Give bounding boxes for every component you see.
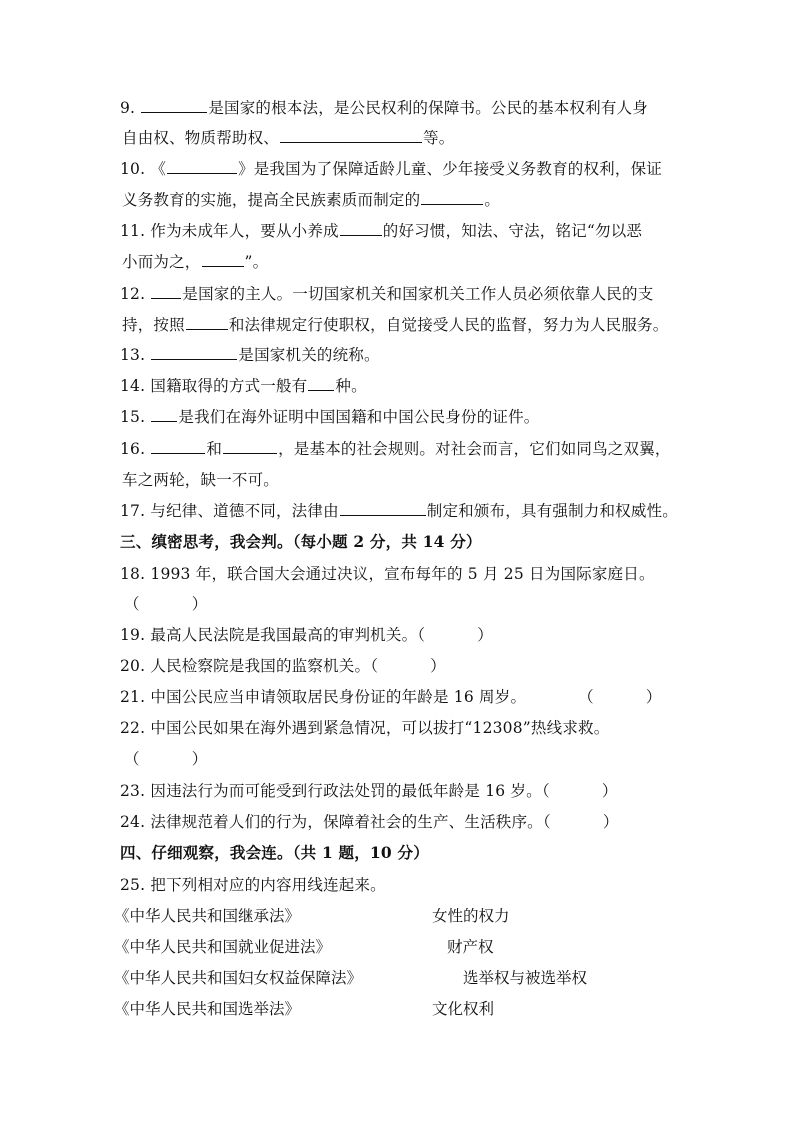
question-22-answer-paren[interactable]: （ ） [124,750,208,768]
question-11-line-1: 11. 作为未成年人，要从小养成 的好习惯，知法、守法，铭记“勿以恶 [120,222,643,240]
question-23: 23. 因违法行为而可能受到行政法处罚的最低年龄是 16 岁。（ ） [120,782,618,800]
question-11-line-2: 小而为之， ”。 [122,253,269,271]
answer-blank[interactable] [340,500,426,516]
question-21: 21. 中国公民应当申请领取居民身份证的年龄是 16 周岁。 （ ） [120,688,662,706]
match-right-item-1[interactable]: 女性的权力 [432,907,510,925]
question-16-line-1: 16. 和 ，是基本的社会规则。对社会而言，它们如同鸟之双翼， [120,440,671,458]
match-right-item-4[interactable]: 文化权利 [432,1000,495,1018]
match-left-item-2[interactable]: 《中华人民共和国就业促进法》 [114,938,332,956]
question-23-answer-paren[interactable]: （ ） [541,782,618,800]
answer-blank[interactable] [186,314,228,330]
match-right-item-2[interactable]: 财产权 [447,938,494,956]
question-16-line-2: 车之两轮，缺一不可。 [122,471,280,489]
question-15: 15. 是我们在海外证明中国国籍和中国公民身份的证件。 [120,408,540,426]
answer-blank[interactable] [340,220,382,236]
question-12-line-1: 12. 是国家的主人。一切国家机关和国家机关工作人员必须依靠人民的支 [120,285,654,303]
question-14: 14. 国籍取得的方式一般有 种。 [120,377,367,395]
section-4-heading: 四、仔细观察，我会连。（共 1 题，10 分） [120,843,429,862]
question-19: 19. 最高人民法院是我国最高的审判机关。（ ） [120,626,493,644]
answer-blank[interactable] [151,406,177,422]
question-9-line-1: 9. 是国家的根本法，是公民权利的保障书。公民的基本权利有人身 [120,99,648,117]
question-25: 25. 把下列相对应的内容用线连起来。 [120,876,386,894]
question-20-answer-paren[interactable]: （ ） [370,657,446,675]
question-17: 17. 与纪律、道德不同，法律由 制定和颁布，具有强制力和权威性。 [120,502,678,520]
question-20: 20. 人民检察院是我国的监察机关。（ ） [120,657,446,675]
match-left-item-3[interactable]: 《中华人民共和国妇女权益保障法》 [114,969,363,987]
question-21-answer-paren[interactable]: （ ） [578,688,662,706]
question-10-line-2: 义务教育的实施，提高全民族素质而制定的 。 [122,191,501,209]
question-13: 13. 是国家机关的统称。 [120,346,380,364]
answer-blank[interactable] [141,97,207,113]
answer-blank[interactable] [167,158,237,174]
question-9-line-2: 自由权、物质帮助权、 等。 [122,129,455,147]
question-24: 24. 法律规范着人们的行为，保障着社会的生产、生活秩序。（ ） [120,813,619,831]
question-24-answer-paren[interactable]: （ ） [542,813,619,831]
question-22: 22. 中国公民如果在海外遇到紧急情况，可以拔打“12308”热线求救。 [120,719,610,737]
question-18: 18. 1993 年，联合国大会通过决议，宣布每年的 5 月 25 日为国际家庭日。 [120,565,655,583]
question-19-answer-paren[interactable]: （ ） [417,626,493,644]
answer-blank[interactable] [151,283,181,299]
answer-blank[interactable] [202,251,244,267]
match-left-item-1[interactable]: 《中华人民共和国继承法》 [114,907,301,925]
section-3-heading: 三、缜密思考，我会判。（每小题 2 分，共 14 分） [120,532,482,551]
question-18-answer-paren[interactable]: （ ） [124,595,208,613]
answer-blank[interactable] [421,189,483,205]
match-right-item-3[interactable]: 选举权与被选举权 [463,969,588,987]
answer-blank[interactable] [151,438,205,454]
answer-blank[interactable] [223,438,277,454]
question-12-line-2: 持，按照 和法律规定行使职权，自觉接受人民的监督，努力为人民服务。 [122,316,669,334]
answer-blank[interactable] [308,375,334,391]
question-10-line-1: 10. 《 》是我国为了保障适龄儿童、少年接受义务教育的权利，保证 [120,160,662,178]
match-left-item-4[interactable]: 《中华人民共和国选举法》 [114,1000,301,1018]
answer-blank[interactable] [280,127,422,143]
answer-blank[interactable] [151,344,237,360]
